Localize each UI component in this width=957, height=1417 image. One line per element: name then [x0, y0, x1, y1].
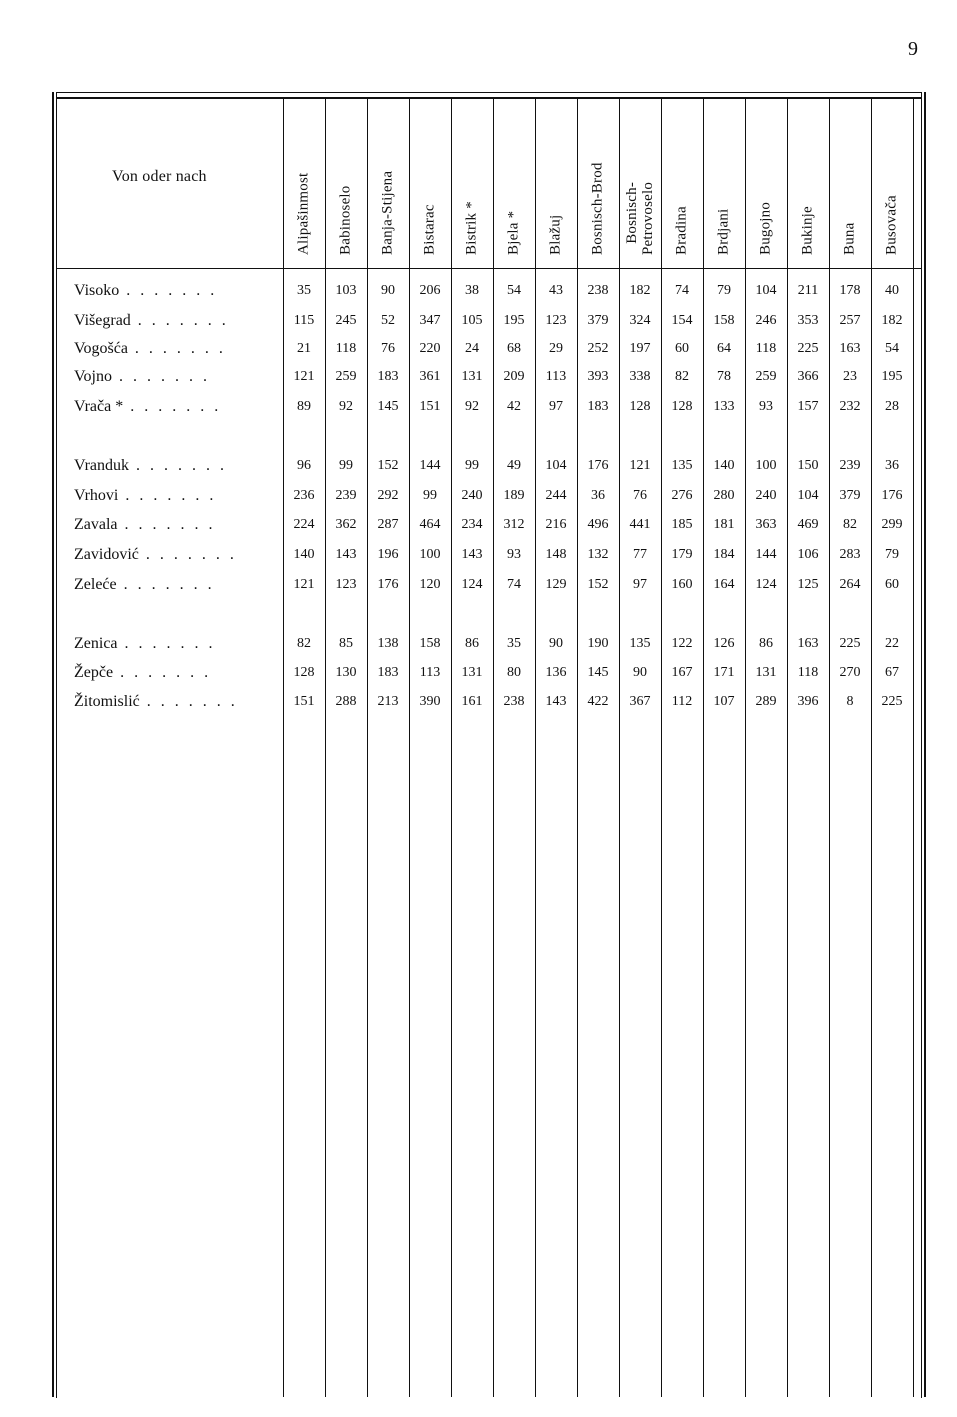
table-cell: 276: [671, 488, 693, 503]
table-cell: 239: [335, 488, 357, 503]
table-cell: 379: [587, 313, 609, 328]
table-cell: 234: [461, 517, 483, 532]
table-cell: 182: [629, 283, 651, 298]
table-cell: 190: [587, 636, 609, 651]
table-cell: 288: [335, 694, 357, 709]
table-cell: 183: [587, 399, 609, 414]
column-header: [325, 110, 367, 255]
row-label: [74, 457, 227, 475]
table-cell: 287: [377, 517, 399, 532]
column-header-label: Bosnisch-Brod: [589, 162, 606, 255]
table-cell: 121: [293, 369, 315, 384]
row-label: [74, 487, 216, 505]
table-cell: 112: [671, 694, 693, 709]
row-name: Vogošća: [74, 340, 128, 357]
table-cell: 245: [335, 313, 357, 328]
table-cell: 40: [885, 283, 899, 298]
table-cell: 246: [755, 313, 777, 328]
table-cell: 150: [797, 458, 819, 473]
table-cell: 129: [545, 577, 567, 592]
column-header-label: Bradina: [673, 206, 690, 255]
table-cell: 76: [633, 488, 647, 503]
table-cell: 29: [549, 341, 563, 356]
column-header: [367, 110, 409, 255]
table-cell: 390: [419, 694, 441, 709]
table-cell: 135: [629, 636, 651, 651]
table-cell: 299: [881, 517, 903, 532]
table-cell: 379: [839, 488, 861, 503]
table-cell: 158: [713, 313, 735, 328]
table-cell: 184: [713, 547, 735, 562]
leader-dots: . . . . . . .: [117, 635, 216, 652]
table-cell: 38: [465, 283, 479, 298]
table-cell: 82: [675, 369, 689, 384]
table-cell: 79: [717, 283, 731, 298]
column-header-label: Alipašinmost: [295, 172, 312, 255]
table-cell: 264: [839, 577, 861, 592]
table-cell: 176: [377, 577, 399, 592]
table-cell: 93: [759, 399, 773, 414]
table-cell: 99: [423, 488, 437, 503]
table-cell: 469: [797, 517, 819, 532]
table-cell: 171: [713, 665, 735, 680]
column-rule: [913, 97, 914, 1397]
table-cell: 82: [843, 517, 857, 532]
leader-dots: . . . . . . .: [123, 398, 222, 415]
table-cell: 35: [297, 283, 311, 298]
row-name: Vrača *: [74, 398, 124, 415]
table-cell: 182: [881, 313, 903, 328]
row-label: [74, 368, 210, 386]
table-cell: 97: [549, 399, 563, 414]
table-cell: 67: [885, 665, 899, 680]
table-cell: 160: [671, 577, 693, 592]
column-header-label: Blažuj: [547, 214, 564, 255]
column-header: [493, 110, 535, 255]
table-cell: 103: [335, 283, 357, 298]
table-cell: 113: [545, 369, 567, 384]
table-cell: 99: [339, 458, 353, 473]
table-cell: 74: [507, 577, 521, 592]
table-cell: 24: [465, 341, 479, 356]
column-header: [577, 110, 619, 255]
table-cell: 78: [717, 369, 731, 384]
table-cell: 100: [755, 458, 777, 473]
table-cell: 21: [297, 341, 311, 356]
leader-dots: . . . . . . .: [111, 368, 210, 385]
table-cell: 211: [797, 283, 819, 298]
column-header: [745, 110, 787, 255]
table-cell: 367: [629, 694, 651, 709]
table-cell: 22: [885, 636, 899, 651]
table-cell: 195: [881, 369, 903, 384]
table-cell: 86: [465, 636, 479, 651]
table-cell: 259: [335, 369, 357, 384]
table-cell: 196: [377, 547, 399, 562]
table-cell: 8: [846, 694, 854, 709]
table-cell: 270: [839, 665, 861, 680]
table-cell: 362: [335, 517, 357, 532]
table-cell: 151: [419, 399, 441, 414]
table-cell: 236: [293, 488, 315, 503]
table-cell: 131: [461, 369, 483, 384]
table-cell: 43: [549, 283, 563, 298]
table-cell: 324: [629, 313, 651, 328]
row-label: [74, 576, 215, 594]
table-cell: 121: [629, 458, 651, 473]
table-cell: 99: [465, 458, 479, 473]
table-cell: 157: [797, 399, 819, 414]
column-header: [871, 110, 913, 255]
table-cell: 92: [465, 399, 479, 414]
table-cell: 464: [419, 517, 441, 532]
table-cell: 216: [545, 517, 567, 532]
table-cell: 167: [671, 665, 693, 680]
column-header-label: Bugojno: [757, 201, 774, 255]
table-cell: 90: [381, 283, 395, 298]
table-cell: 124: [755, 577, 777, 592]
table-cell: 140: [293, 547, 315, 562]
table-cell: 128: [629, 399, 651, 414]
table-cell: 115: [293, 313, 315, 328]
table-cell: 35: [507, 636, 521, 651]
row-label: [74, 282, 217, 300]
row-name: Žepče: [74, 664, 114, 681]
table-cell: 52: [381, 313, 395, 328]
row-label: [74, 398, 221, 416]
column-header: [619, 110, 661, 255]
table-cell: 195: [503, 313, 525, 328]
table-cell: 113: [419, 665, 441, 680]
table-cell: 496: [587, 517, 609, 532]
table-cell: 54: [885, 341, 899, 356]
table-cell: 118: [755, 341, 777, 356]
leader-dots: . . . . . . .: [139, 693, 238, 710]
table-cell: 122: [671, 636, 693, 651]
table-cell: 225: [839, 636, 861, 651]
table-cell: 213: [377, 694, 399, 709]
table-cell: 136: [545, 665, 567, 680]
table-cell: 152: [377, 458, 399, 473]
table-cell: 224: [293, 517, 315, 532]
table-cell: 143: [461, 547, 483, 562]
table-cell: 347: [419, 313, 441, 328]
table-cell: 225: [881, 694, 903, 709]
table-cell: 28: [885, 399, 899, 414]
row-name: Zeleće: [74, 576, 117, 593]
row-name: Vranduk: [74, 457, 130, 474]
table-right-rule: [924, 92, 926, 1397]
table-cell: 176: [587, 458, 609, 473]
row-name: Višegrad: [74, 312, 131, 329]
table-cell: 118: [797, 665, 819, 680]
table-cell: 123: [335, 577, 357, 592]
column-header-label: Bukinje: [799, 206, 816, 255]
row-name: Zenica: [74, 635, 118, 652]
column-header-label: Busovača: [883, 195, 900, 255]
table-cell: 232: [839, 399, 861, 414]
table-cell: 132: [587, 547, 609, 562]
table-cell: 176: [881, 488, 903, 503]
table-cell: 77: [633, 547, 647, 562]
table-cell: 123: [545, 313, 567, 328]
table-cell: 143: [545, 694, 567, 709]
table-left-rule: [52, 92, 54, 1397]
table-cell: 104: [755, 283, 777, 298]
table-cell: 92: [339, 399, 353, 414]
table-cell: 86: [759, 636, 773, 651]
column-header-label: Bistrik *: [463, 201, 480, 255]
table-cell: 131: [461, 665, 483, 680]
table-cell: 128: [671, 399, 693, 414]
column-header-label: Banja-Stijena: [379, 170, 396, 255]
table-cell: 60: [675, 341, 689, 356]
table-cell: 125: [797, 577, 819, 592]
table-cell: 80: [507, 665, 521, 680]
leader-dots: . . . . . . .: [113, 664, 212, 681]
table-cell: 100: [419, 547, 441, 562]
column-header: [283, 110, 325, 255]
table-cell: 104: [545, 458, 567, 473]
column-header-label: Bosnisch- Petrovoselo: [624, 181, 656, 255]
column-header-label: Bjela *: [505, 210, 522, 255]
table-cell: 42: [507, 399, 521, 414]
table-cell: 163: [797, 636, 819, 651]
table-cell: 23: [843, 369, 857, 384]
table-cell: 124: [461, 577, 483, 592]
row-label: [74, 340, 226, 358]
column-header: [535, 110, 577, 255]
column-header: [829, 110, 871, 255]
leader-dots: . . . . . . .: [119, 282, 218, 299]
table-cell: 292: [377, 488, 399, 503]
table-cell: 338: [629, 369, 651, 384]
table-cell: 366: [797, 369, 819, 384]
table-cell: 185: [671, 517, 693, 532]
table-cell: 179: [671, 547, 693, 562]
table-cell: 36: [591, 488, 605, 503]
table-cell: 106: [797, 547, 819, 562]
table-cell: 312: [503, 517, 525, 532]
table-cell: 154: [671, 313, 693, 328]
column-header-label: Buna: [841, 222, 858, 255]
table-cell: 252: [587, 341, 609, 356]
table-cell: 131: [755, 665, 777, 680]
page-number: 9: [908, 38, 918, 60]
table-cell: 441: [629, 517, 651, 532]
table-cell: 239: [839, 458, 861, 473]
column-header: [451, 110, 493, 255]
table-cell: 206: [419, 283, 441, 298]
leader-dots: . . . . . . .: [116, 576, 215, 593]
leader-dots: . . . . . . .: [138, 546, 237, 563]
table-cell: 60: [885, 577, 899, 592]
table-cell: 133: [713, 399, 735, 414]
table-cell: 105: [461, 313, 483, 328]
table-cell: 161: [461, 694, 483, 709]
column-header-label: Babinoselo: [337, 185, 354, 255]
table-cell: 89: [297, 399, 311, 414]
table-cell: 353: [797, 313, 819, 328]
row-name: Žitomislić: [74, 693, 140, 710]
table-cell: 85: [339, 636, 353, 651]
table-cell: 422: [587, 694, 609, 709]
leader-dots: . . . . . . .: [127, 340, 226, 357]
column-header-label: Bistarac: [421, 204, 438, 255]
table-cell: 118: [335, 341, 357, 356]
column-header-label: Brdjani: [715, 208, 732, 255]
table-cell: 128: [293, 665, 315, 680]
header-rule: [56, 268, 922, 269]
table-cell: 240: [461, 488, 483, 503]
row-name: Visoko: [74, 282, 120, 299]
table-cell: 54: [507, 283, 521, 298]
table-cell: 240: [755, 488, 777, 503]
row-name: Vojno: [74, 368, 112, 385]
row-name: Zavidović: [74, 546, 139, 563]
table-cell: 178: [839, 283, 861, 298]
table-cell: 135: [671, 458, 693, 473]
table-cell: 74: [675, 283, 689, 298]
table-cell: 280: [713, 488, 735, 503]
table-cell: 244: [545, 488, 567, 503]
table-cell: 257: [839, 313, 861, 328]
table-cell: 148: [545, 547, 567, 562]
table-cell: 130: [335, 665, 357, 680]
corner-label: Von oder nach: [112, 168, 207, 185]
row-label: [74, 664, 211, 682]
table-cell: 90: [633, 665, 647, 680]
table-cell: 151: [293, 694, 315, 709]
column-header: [409, 110, 451, 255]
leader-dots: . . . . . . .: [130, 312, 229, 329]
table-cell: 238: [587, 283, 609, 298]
table-cell: 152: [587, 577, 609, 592]
table-cell: 140: [713, 458, 735, 473]
table-top-rule: [56, 97, 922, 99]
table-cell: 164: [713, 577, 735, 592]
table-cell: 96: [297, 458, 311, 473]
row-label: [74, 635, 216, 653]
table-cell: 145: [377, 399, 399, 414]
column-header: [661, 110, 703, 255]
table-cell: 126: [713, 636, 735, 651]
table-cell: 183: [377, 665, 399, 680]
table-cell: 183: [377, 369, 399, 384]
leader-dots: . . . . . . .: [118, 487, 217, 504]
table-cell: 143: [335, 547, 357, 562]
table-cell: 225: [797, 341, 819, 356]
table-cell: 138: [377, 636, 399, 651]
table-cell: 181: [713, 517, 735, 532]
table-cell: 107: [713, 694, 735, 709]
table-cell: 361: [419, 369, 441, 384]
row-label: [74, 693, 238, 711]
row-label: [74, 516, 216, 534]
table-cell: 197: [629, 341, 651, 356]
table-cell: 121: [293, 577, 315, 592]
table-cell: 158: [419, 636, 441, 651]
row-name: Vrhovi: [74, 487, 119, 504]
table-cell: 79: [885, 547, 899, 562]
table-cell: 144: [419, 458, 441, 473]
row-name: Zavala: [74, 516, 118, 533]
table-cell: 238: [503, 694, 525, 709]
table-cell: 104: [797, 488, 819, 503]
table-cell: 220: [419, 341, 441, 356]
table-cell: 289: [755, 694, 777, 709]
table-cell: 64: [717, 341, 731, 356]
table-cell: 90: [549, 636, 563, 651]
row-label: [74, 546, 237, 564]
column-header: [787, 110, 829, 255]
table-cell: 93: [507, 547, 521, 562]
table-cell: 97: [633, 577, 647, 592]
table-cell: 393: [587, 369, 609, 384]
table-cell: 145: [587, 665, 609, 680]
column-header: [703, 110, 745, 255]
leader-dots: . . . . . . .: [129, 457, 228, 474]
table-cell: 283: [839, 547, 861, 562]
table-cell: 396: [797, 694, 819, 709]
table-cell: 76: [381, 341, 395, 356]
table-cell: 363: [755, 517, 777, 532]
table-cell: 259: [755, 369, 777, 384]
table-cell: 120: [419, 577, 441, 592]
table-cell: 68: [507, 341, 521, 356]
table-cell: 189: [503, 488, 525, 503]
table-cell: 209: [503, 369, 525, 384]
table-cell: 82: [297, 636, 311, 651]
table-cell: 49: [507, 458, 521, 473]
table-cell: 163: [839, 341, 861, 356]
table-cell: 144: [755, 547, 777, 562]
table-cell: 36: [885, 458, 899, 473]
leader-dots: . . . . . . .: [117, 516, 216, 533]
row-label: [74, 312, 229, 330]
